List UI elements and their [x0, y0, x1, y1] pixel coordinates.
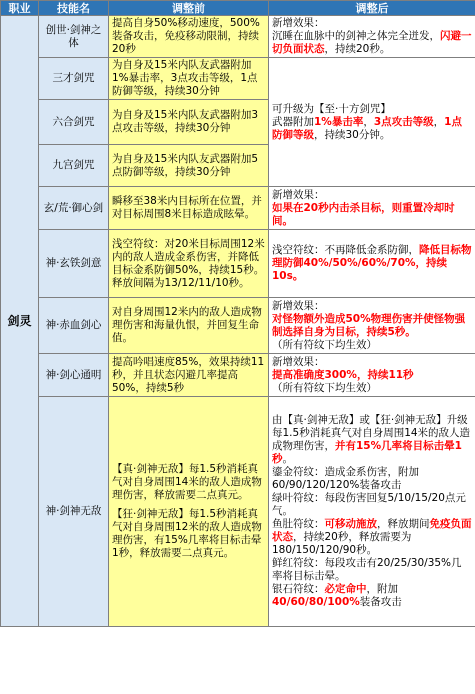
- after-text-highlight: 对怪物额外造成50%物理伤害并使怪物强制选择自身为目标，持续5秒。: [272, 312, 466, 338]
- after-text-highlight: 必定命中: [324, 583, 367, 595]
- before-text: 对自身周围12米内的敌人造成物理伤害和海量仇恨，并回复生命值。: [109, 298, 269, 354]
- before-line: 【狂·剑神无敌】每1.5秒消耗真气对自身周围12米的敌人造成物理伤害，有15%几率将目标击晕1秒，释放需要二点真元。: [112, 508, 262, 559]
- table-row: [1, 187, 475, 230]
- table-row: [1, 58, 475, 100]
- after-text-highlight: 闪避一切负面状态: [272, 30, 472, 55]
- after-text-highlight: 如果在20秒内击杀目标，则重置冷却时间。: [272, 201, 455, 227]
- header-before: 调整前: [109, 1, 269, 16]
- after-text-plain: 银石符纹：: [272, 583, 325, 595]
- after-text-highlight: 提高准确度300%，持续11秒: [272, 368, 414, 381]
- table-row: [1, 354, 475, 397]
- table-row: [1, 298, 475, 354]
- after-line: （所有符纹下均生效）: [272, 381, 377, 394]
- after-text: [269, 298, 475, 354]
- before-text: 瞬移至38米内目标所在位置，并对目标周围8米目标造成眩晕。: [109, 187, 269, 230]
- after-text: [269, 397, 475, 627]
- after-text: [269, 58, 475, 187]
- skill-name: 创世·剑神之体: [39, 16, 109, 58]
- before-text: 为自身及15米内队友武器附加3点攻击等级，持续30分钟: [109, 100, 269, 145]
- after-text-plain: ，释放期间: [377, 518, 430, 530]
- after-text-highlight: 并有15%几率将目标击晕1秒: [272, 440, 462, 465]
- after-line: （所有符纹下均生效）: [272, 338, 377, 351]
- header-job: 职业: [1, 1, 39, 16]
- after-text-highlight: 1点防御等级: [272, 115, 462, 141]
- after-line: 新增效果：: [272, 188, 325, 201]
- before-line: 【真·剑神无敌】每1.5秒消耗真气对自身周围14米的敌人造成物理伤害，释放需要二点真元。: [112, 463, 262, 501]
- before-text: 浅空符纹：对20米目标周围12米内的敌人造成金系伤害，并降低目标金系防御50%，持续15秒。释放间隔为13/12/11/10秒。: [109, 230, 269, 298]
- after-text-plain: ，持续30分钟。: [314, 128, 391, 141]
- job-cell: 剑灵: [1, 16, 39, 627]
- skill-name: 九宫剑咒: [39, 145, 109, 187]
- before-text: 为自身及15米内队友武器附加5点防御等级，持续30分钟: [109, 145, 269, 187]
- skill-name: 神·赤血剑心: [39, 298, 109, 354]
- after-text-plain: ，: [363, 115, 374, 128]
- after-text-plain: 鱼肚符纹：: [272, 518, 325, 530]
- after-text: [269, 354, 475, 397]
- after-line: 可升级为【至·十方剑咒】: [272, 102, 391, 115]
- after-text-highlight: 免疫负面状态: [272, 518, 472, 543]
- after-line: 绿叶符纹：每段伤害回复5/10/15/20点元气。: [272, 492, 466, 517]
- table-row: [1, 397, 475, 627]
- after-line: 新增效果：: [272, 299, 325, 312]
- before-text: 为自身及15米内队友武器附加1%暴击率，3点攻击等级，1点防御等级，持续30分钟: [109, 58, 269, 100]
- after-line: 新增效果：: [272, 355, 325, 368]
- after-text-plain: 沉睡在血脉中的剑神之体完全迸发，: [272, 30, 440, 42]
- after-line: 由【真·剑神无敌】或【狂·剑神无敌】升级: [272, 414, 468, 426]
- table-row: [1, 16, 475, 58]
- after-text-plain: ，附加: [366, 583, 398, 595]
- after-text-plain: ，持续20秒。: [324, 43, 391, 55]
- after-text-highlight: 40/60/80/100%: [272, 596, 360, 608]
- after-text-highlight: 降低目标物理防御40%/50%/60%/70%，持续10s。: [272, 244, 472, 282]
- after-text-highlight: 3点攻击等级: [373, 115, 434, 128]
- before-text: 提高自身50%移动速度，500%装备攻击，免疫移动限制，持续20秒: [109, 16, 269, 58]
- skill-name: 神·剑神无敌: [39, 397, 109, 627]
- skill-name: 六合剑咒: [39, 100, 109, 145]
- after-text: [269, 16, 475, 58]
- skill-name: 神·玄铁剑意: [39, 230, 109, 298]
- after-text-plain: 每1.5秒消耗真气对自身周围14米的敌人造成物理伤害，: [272, 427, 471, 452]
- after-text-highlight: 可移动施放: [324, 518, 377, 530]
- after-text-plain: 装备攻击: [359, 596, 402, 608]
- skill-name: 玄/荒·御心剑: [39, 187, 109, 230]
- before-text: 提高吟唱速度85%，效果持续11秒，并且状态闪避几率提高50%，持续5秒: [109, 354, 269, 397]
- after-text-plain: 武器附加: [272, 115, 314, 128]
- after-text-plain: ，持续20秒，释放需要为180/150/120/90秒。: [272, 531, 412, 556]
- after-text-plain: 浅空符纹：不再降低金系防御，: [272, 244, 419, 256]
- header-row: [1, 1, 475, 16]
- skill-name: 三才剑咒: [39, 58, 109, 100]
- after-line: 鲜红符纹：每段攻击有20/25/30/35%几率将目标击晕。: [272, 557, 462, 582]
- after-text-highlight: 1%暴击率: [314, 115, 364, 128]
- after-text: [269, 230, 475, 298]
- after-text-plain: 。: [282, 453, 293, 465]
- after-text-plain: ，: [433, 115, 445, 128]
- header-skill: 技能名: [39, 1, 109, 16]
- before-text: [109, 397, 269, 627]
- after-line: 新增效果：: [272, 17, 325, 29]
- table-row: [1, 230, 475, 298]
- after-text: [269, 187, 475, 230]
- header-after: 调整后: [269, 1, 475, 16]
- after-line: 鎏金符纹：造成金系伤害，附加60/90/120/120%装备攻击: [272, 466, 419, 491]
- skill-name: 神·剑心通明: [39, 354, 109, 397]
